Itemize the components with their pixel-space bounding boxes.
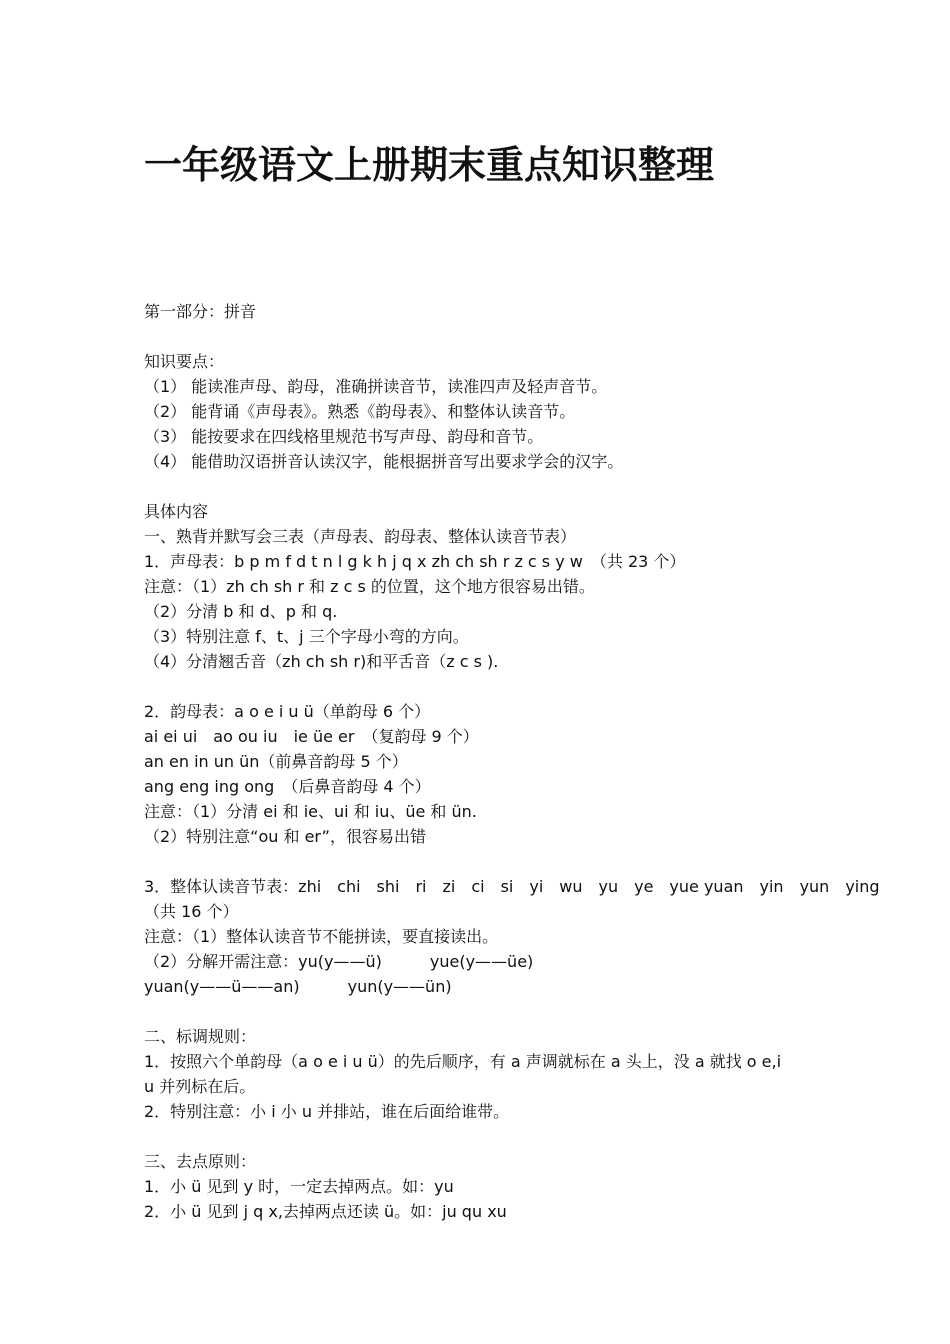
blank-line	[144, 674, 814, 699]
paragraph-line: （2）分清 b 和 d、p 和 q.	[144, 602, 338, 621]
blank-line	[144, 849, 814, 874]
paragraph-line: （4）分清翘舌音（zh ch sh r)和平舌音（z c s ).	[144, 652, 499, 671]
paragraph-line: 1．声母表：b p m f d t n l g k h j q x zh ch sh r z c s y w （共 23 个）	[144, 552, 686, 571]
paragraph-line: 注意：（1）整体认读音节不能拼读，要直接读出。	[144, 927, 499, 946]
paragraph-line: 1．按照六个单韵母（a o e i u ü）的先后顺序，有 a 声调就标在 a 头上，没 a 就找 o e,i	[144, 1052, 782, 1071]
paragraph-line: u 并列标在后。	[144, 1077, 256, 1096]
paragraph-line: （共 16 个）	[144, 902, 239, 921]
section-heading: 二、标调规则：	[144, 1027, 257, 1046]
key-point: （3） 能按要求在四线格里规范书写声母、韵母和音节。	[144, 427, 544, 446]
key-point: （4） 能借助汉语拼音认读汉字，能根据拼音写出要求学会的汉字。	[144, 452, 624, 471]
blank-line	[144, 999, 814, 1024]
paragraph-line: （2）特别注意“ou 和 er”，很容易出错	[144, 827, 426, 846]
subsection-heading: 知识要点：	[144, 352, 225, 371]
paragraph-line: 一、熟背并默写会三表（声母表、韵母表、整体认读音节表）	[144, 527, 577, 546]
paragraph-line: 注意：（1）zh ch sh r 和 z c s 的位置，这个地方很容易出错。	[144, 577, 595, 596]
section-heading: 第一部分：拼音	[144, 302, 257, 321]
document-body	[144, 299, 880, 1224]
paragraph-line: 2．小 ü 见到 j q x,去掉两点还读 ü。如：ju qu xu	[144, 1202, 507, 1221]
section-heading: 三、去点原则：	[144, 1152, 257, 1171]
paragraph-line: （3）特别注意 f、t、j 三个字母小弯的方向。	[144, 627, 469, 646]
paragraph-line: an en in un ün（前鼻音韵母 5 个）	[144, 752, 408, 771]
blank-line	[144, 1124, 814, 1149]
key-point: （2） 能背诵《声母表》。熟悉《韵母表》、和整体认读音节。	[144, 402, 576, 421]
paragraph-line: 注意：（1）分清 ei 和 ie、ui 和 iu、üe 和 ün.	[144, 802, 477, 821]
blank-line	[144, 324, 814, 349]
paragraph-line: 2．韵母表：a o e i u ü（单韵母 6 个）	[144, 702, 431, 721]
subsection-heading: 具体内容	[144, 502, 209, 521]
paragraph-line: yuan(y——ü——an) yun(y——ün)	[144, 977, 452, 996]
blank-line	[144, 474, 814, 499]
paragraph-line: ang eng ing ong （后鼻音韵母 4 个）	[144, 777, 431, 796]
document-title: 一年级语文上册期末重点知识整理	[144, 143, 715, 187]
paragraph-line: （2）分解开需注意：yu(y——ü) yue(y——üe)	[144, 952, 534, 971]
paragraph-line: 3．整体认读音节表：zhi chi shi ri zi ci si yi wu yu ye yue yuan yin yun ying	[144, 877, 880, 896]
paragraph-line: ai ei ui ao ou iu ie üe er （复韵母 9 个）	[144, 727, 479, 746]
key-point: （1） 能读准声母、韵母，准确拼读音节，读准四声及轻声音节。	[144, 377, 608, 396]
paragraph-line: 2．特别注意：小 i 小 u 并排站，谁在后面给谁带。	[144, 1102, 510, 1121]
paragraph-line: 1．小 ü 见到 y 时，一定去掉两点。如：yu	[144, 1177, 454, 1196]
